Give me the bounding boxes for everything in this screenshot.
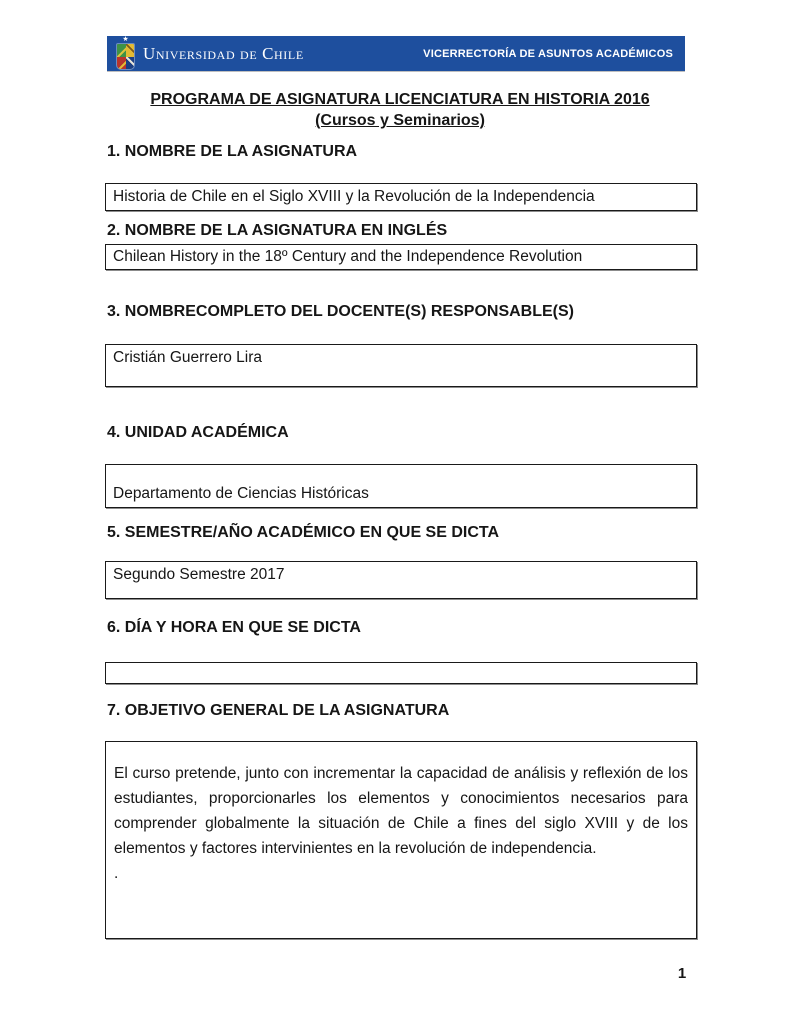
section-5-value: Segundo Semestre 2017 bbox=[113, 566, 285, 583]
section-4-value: Departamento de Ciencias Históricas bbox=[113, 485, 369, 502]
section-2-field bbox=[105, 244, 697, 270]
section-6-field bbox=[105, 662, 697, 684]
header-bar bbox=[107, 36, 685, 71]
objective-trailing-dot: . bbox=[114, 865, 119, 882]
page-number: 1 bbox=[677, 965, 687, 982]
section-5-heading: 5. SEMESTRE/AÑO ACADÉMICO EN QUE SE DICTA bbox=[107, 524, 500, 541]
shield-quadrant-green bbox=[117, 44, 126, 57]
section-3-field bbox=[105, 344, 697, 387]
section-7-heading: 7. OBJETIVO GENERAL DE LA ASIGNATURA bbox=[107, 702, 450, 719]
section-3-heading: 3. NOMBRECOMPLETO DEL DOCENTE(S) RESPONSABLE(S) bbox=[107, 303, 574, 320]
section-2-value: Chilean History in the 18º Century and the Independence Revolution bbox=[113, 248, 583, 265]
document-subtitle: (Cursos y Seminarios) bbox=[315, 112, 485, 129]
section-6-heading: 6. DÍA Y HORA EN QUE SE DICTA bbox=[107, 619, 361, 636]
section-7-field bbox=[105, 741, 697, 939]
section-1-field bbox=[105, 183, 697, 211]
section-2-heading: 2. NOMBRE DE LA ASIGNATURA EN INGLÉS bbox=[107, 222, 448, 239]
vicerrectoria-title: VICERRECTORÍA DE ASUNTOS ACADÉMICOS bbox=[423, 47, 673, 60]
section-4-field bbox=[105, 464, 697, 508]
shield-quadrant-yellow bbox=[126, 44, 135, 57]
shield-icon bbox=[117, 44, 134, 69]
shield-quadrant-blue bbox=[126, 57, 135, 70]
section-1-value: Historia de Chile en el Siglo XVIII y la Revolución de la Independencia bbox=[113, 188, 595, 205]
section-3-value: Cristián Guerrero Lira bbox=[113, 349, 263, 366]
university-crest-logo bbox=[116, 37, 135, 70]
document-title-block bbox=[0, 89, 800, 131]
shield-quadrant-red bbox=[117, 57, 126, 70]
star-icon: ★ bbox=[122, 36, 129, 43]
document-title: PROGRAMA DE ASIGNATURA LICENCIATURA EN HISTORIA 2016 bbox=[150, 91, 650, 108]
university-name: Universidad de Chile bbox=[143, 43, 304, 63]
section-4-heading: 4. UNIDAD ACADÉMICA bbox=[107, 424, 289, 441]
objective-paragraph: El curso pretende, junto con incrementar la capacidad de análisis y reflexión de los estudiantes, proporcionarles los elementos y conocimientos necesarios para comprender globalmente la situación de Chile a fines del siglo XVIII y de los elementos y factores intervinientes en la revolución de independencia. bbox=[114, 765, 688, 857]
section-5-field bbox=[105, 561, 697, 599]
section-1-heading: 1. NOMBRE DE LA ASIGNATURA bbox=[107, 143, 358, 160]
